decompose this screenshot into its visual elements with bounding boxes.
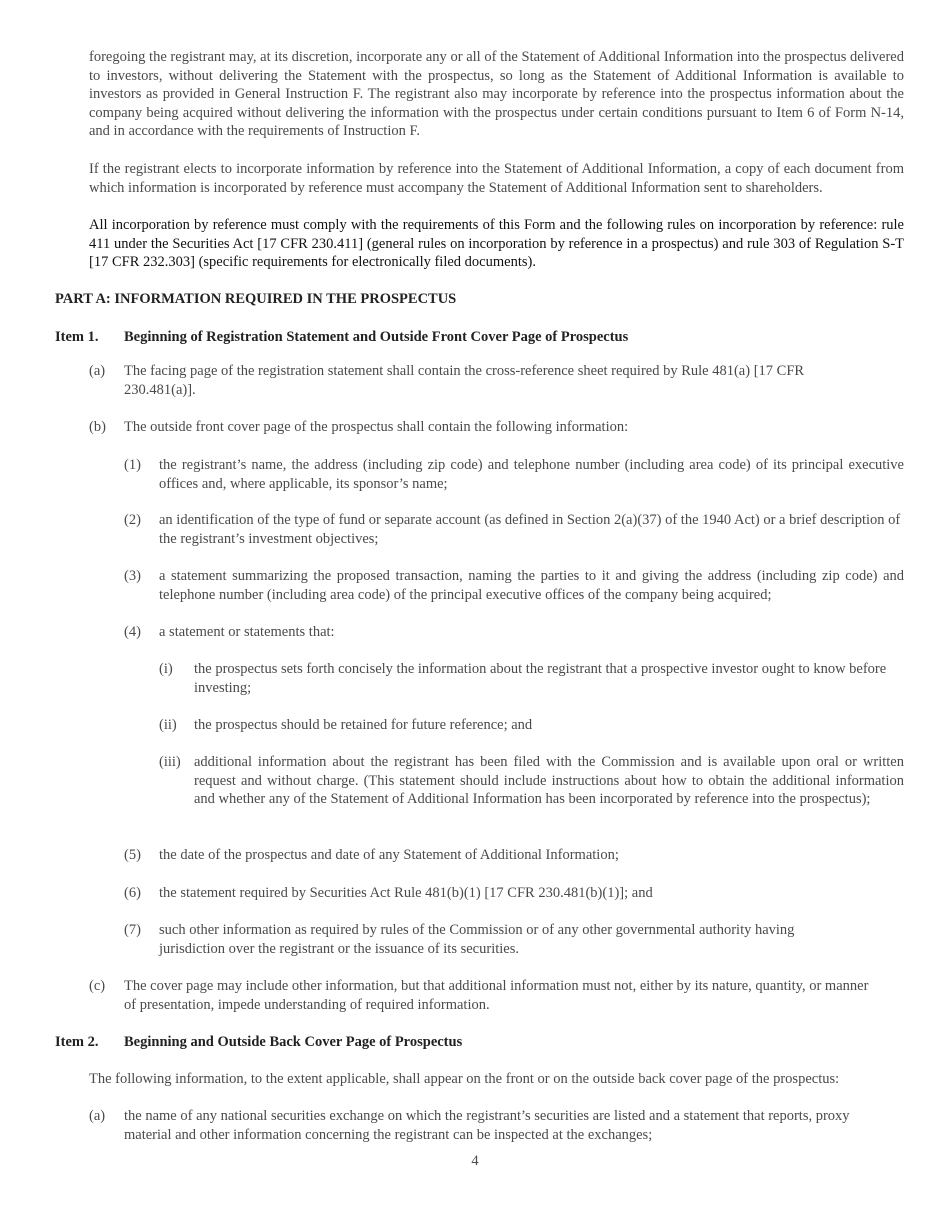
list-item-label: (1) [124,457,141,473]
item1-b [89,418,909,438]
item1-a-text: The facing page of the registration statement shall contain the cross-reference sheet required by Rule 481(a) [17 CFR 230.481(a)]. [124,363,805,398]
list-item-label: (6) [124,885,141,901]
list-item-text: the statement required by Securities Act Rule 481(b)(1) [17 CFR 230.481(b)(1)]; and [159,885,653,901]
list-item-text: the date of the prospectus and date of any Statement of Additional Information; [159,847,619,863]
part-a-heading: PART A: INFORMATION REQUIRED IN THE PROSPECTUS [55,291,457,307]
intro-paragraph-3: All incorporation by reference must comply with the requirements of this Form and the following rules on incorporation by reference: rule 411 under the Securities Act [17 CFR 230.411] (general rules on incorporation by reference in a prospectus) and rule 303 of Regulation S-T [17 CFR 232.303] (specific requirements for electronically filed documents). [89,217,904,270]
item1-heading [55,328,925,348]
list-item-label: (3) [124,568,141,584]
list-item [124,511,904,551]
list-item [124,623,904,643]
sub-list-item-text: the prospectus should be retained for future reference; and [194,717,533,733]
item1-c-label: (c) [89,978,106,994]
item1-c [89,977,909,1017]
list-item [124,921,904,961]
item2-a-text: the name of any national securities exchange on which the registrant’s securities are listed and a statement that reports, proxy material and other information concerning the registrant can be inspected at the exchanges; [124,1108,850,1143]
sub-list-item [159,660,904,700]
list-item-text: an identification of the type of fund or separate account (as defined in Section 2(a)(37) of the 1940 Act) or a brief description of the registrant’s investment objectives; [159,512,901,547]
list-item-text: a statement or statements that: [159,624,335,640]
sub-list-item [159,753,904,829]
sub-list-item-label: (i) [159,661,173,677]
item1-b-text: The outside front cover page of the prospectus shall contain the following information: [124,419,629,435]
page-number: 4 [471,1153,479,1169]
list-item [124,884,904,904]
item1-c-text: The cover page may include other information, but that additional information must not, either by its nature, quantity, or manner of presentation, impede understanding of required information. [124,978,869,1013]
item2-a [89,1107,909,1147]
item2-heading [55,1033,925,1053]
list-item-label: (2) [124,512,141,528]
item1-title: Beginning of Registration Statement and Outside Front Cover Page of Prospectus [124,329,629,345]
list-item [124,567,904,607]
item2-number: Item 2. [55,1034,99,1050]
sub-list-item-text: the prospectus sets forth concisely the information about the registrant that a prospective investor ought to know before investing; [194,661,887,696]
list-item [124,456,904,496]
item2-title: Beginning and Outside Back Cover Page of Prospectus [124,1034,463,1050]
intro-paragraph-1: foregoing the registrant may, at its discretion, incorporate any or all of the Statement of Additional Information into the prospectus delivered to investors, without delivering the Statement with the prospectus, so long as the Statement of Additional Information is available to investors as provided in General Instruction F. The registrant also may incorporate by reference into the prospectus information about the company being acquired without delivering the information with the prospectus under certain conditions pursuant to Item 6 of Form N-14, and in accordance with the requirements of Instruction F. [89,49,904,139]
list-item-label: (7) [124,922,141,938]
item1-a [89,362,909,402]
sub-list-item-text: additional information about the registrant has been filed with the Commission and is available upon oral or written request and without charge. (This statement should include instructions about how to obtain the additional information and whether any of the Statement of Additional Information has been incorporated by reference into the prospectus); [194,754,904,807]
sub-list-item-label: (ii) [159,717,177,733]
intro-paragraph-2: If the registrant elects to incorporate information by reference into the Statement of Additional Information, a copy of each document from which information is incorporated by reference must accompany the Statement of Additional Information sent to shareholders. [89,161,904,196]
item1-a-label: (a) [89,363,106,379]
list-item-text: the registrant’s name, the address (including zip code) and telephone number (including area code) of its principal executive offices and, where applicable, its sponsor’s name; [159,457,904,492]
item1-number: Item 1. [55,329,99,345]
item2-intro: The following information, to the extent applicable, shall appear on the front or on the outside back cover page of the prospectus: [89,1071,840,1087]
list-item-label: (5) [124,847,141,863]
sub-list-item-label: (iii) [159,754,181,770]
item1-b-label: (b) [89,419,106,435]
list-item-text: a statement summarizing the proposed transaction, naming the parties to it and giving the address (including zip code) and telephone number (including area code) of the principal executive offices of the company being acquired; [159,568,904,603]
list-item-label: (4) [124,624,141,640]
sub-list-item [159,716,904,736]
list-item-text: such other information as required by rules of the Commission or of any other governmental authority having jurisdiction over the registrant or the issuance of its securities. [159,922,795,957]
item2-a-label: (a) [89,1108,106,1124]
list-item [124,846,904,866]
